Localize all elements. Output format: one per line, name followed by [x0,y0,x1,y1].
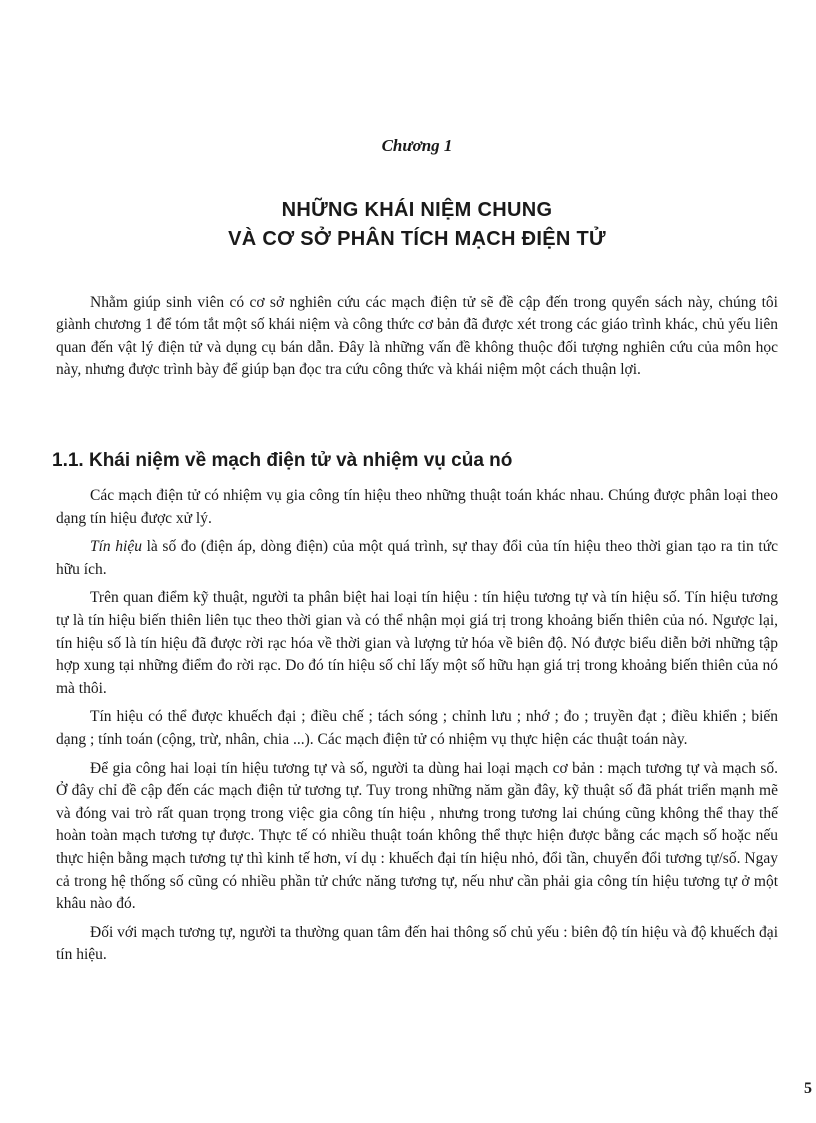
paragraph-1: Các mạch điện tử có nhiệm vụ gia công tín hiệu theo những thuật toán khác nhau. Chúng được phân loại theo dạng tín hiệu được xử lý. [56,487,778,527]
chapter-label: Chương 1 [381,136,453,155]
paragraph-6: Đối với mạch tương tự, người ta thường quan tâm đến hai thông số chủ yếu : biên độ tín hiệu và độ khuếch đại tín hiệu. [56,923,778,964]
document-page [52,0,812,1123]
chapter-title-line-2: VÀ CƠ SỞ PHÂN TÍCH MẠCH ĐIỆN TỬ [228,228,606,250]
paragraph-4: Tín hiệu có thể được khuếch đại ; điều chế ; tách sóng ; chỉnh lưu ; nhớ ; đo ; truyền đạt ; điều khiển ; biến dạng ; tính toán (cộng, trừ, nhân, chia ...). Các mạch điện tử có nhiệm vụ thực hiện các thuật toán này. [56,708,778,748]
paragraph-5: Để gia công hai loại tín hiệu tương tự và số, người ta dùng hai loại mạch cơ bản : mạch tương tự và mạch số. Ở đây chỉ đề cập đến các mạch điện tử tương tự. Tuy trong những năm gần đây, kỹ thuật số đã phát triển mạnh mẽ và đóng vai trò rất quan trọng trong việc gia công tín hiệu , nhưng trong tương lai chúng cũng không thể thay thế hoàn toàn mạch tương tự được. Thực tế có nhiều thuật toán không thể thực hiện được bằng các mạch số hoặc nếu thực hiện bằng mạch tương tự thì kinh tế hơn, ví dụ : khuếch đại tín hiệu nhỏ, đổi tần, chuyển đổi tương tự/số. Ngay cả trong hệ thống số cũng có nhiều phần tử chức năng tương tự, nếu như cần phải gia công tín hiệu tương tự ở một khâu nào đó. [56,759,778,913]
paragraph-2-text: là số đo (điện áp, dòng điện) của một quá trình, sự thay đổi của tín hiệu theo thời gian tạo ra tin tức hữu ích. [56,538,778,578]
intro-paragraph: Nhằm giúp sinh viên có cơ sở nghiên cứu các mạch điện tử sẽ đề cập đến trong quyển sách này, chúng tôi giành chương 1 để tóm tắt một số khái niệm và công thức cơ bản đã được xét trong các giáo trình khác, chủ yếu liên quan đến vật lý điện tử và dụng cụ bán dẫn. Đây là những vấn đề không thuộc đối tượng nghiên cứu của môn học này, nhưng được trình bày để giúp bạn đọc tra cứu công thức và khái niệm một cách thuận lợi. [56,294,778,379]
paragraph-2 [56,536,778,581]
chapter-title-line-1: NHỮNG KHÁI NIỆM CHUNG [281,199,553,221]
term-tin-hieu: Tín hiệu [90,538,142,556]
paragraph-3: Trên quan điểm kỹ thuật, người ta phân biệt hai loại tín hiệu : tín hiệu tương tự và tín hiệu số. Tín hiệu tương tự là tín hiệu biến thiên liên tục theo thời gian và có thể nhận mọi giá trị trong khoảng biến thiên của nó. Ngược lại, tín hiệu số là tín hiệu đã được rời rạc hóa về thời gian và lượng tử hóa về biên độ. Nó được biểu diễn bởi những tập hợp xung tại những điểm đo rời rạc. Do đó tín hiệu số chỉ lấy một số hữu hạn giá trị trong khoảng biến thiên của nó mà thôi. [56,589,778,697]
chapter-title [56,196,778,254]
intro-section [56,292,778,388]
page-number: 5 [804,1080,812,1097]
section-body [56,485,778,973]
section-heading: 1.1. Khái niệm về mạch điện tử và nhiệm vụ của nó [52,450,513,471]
